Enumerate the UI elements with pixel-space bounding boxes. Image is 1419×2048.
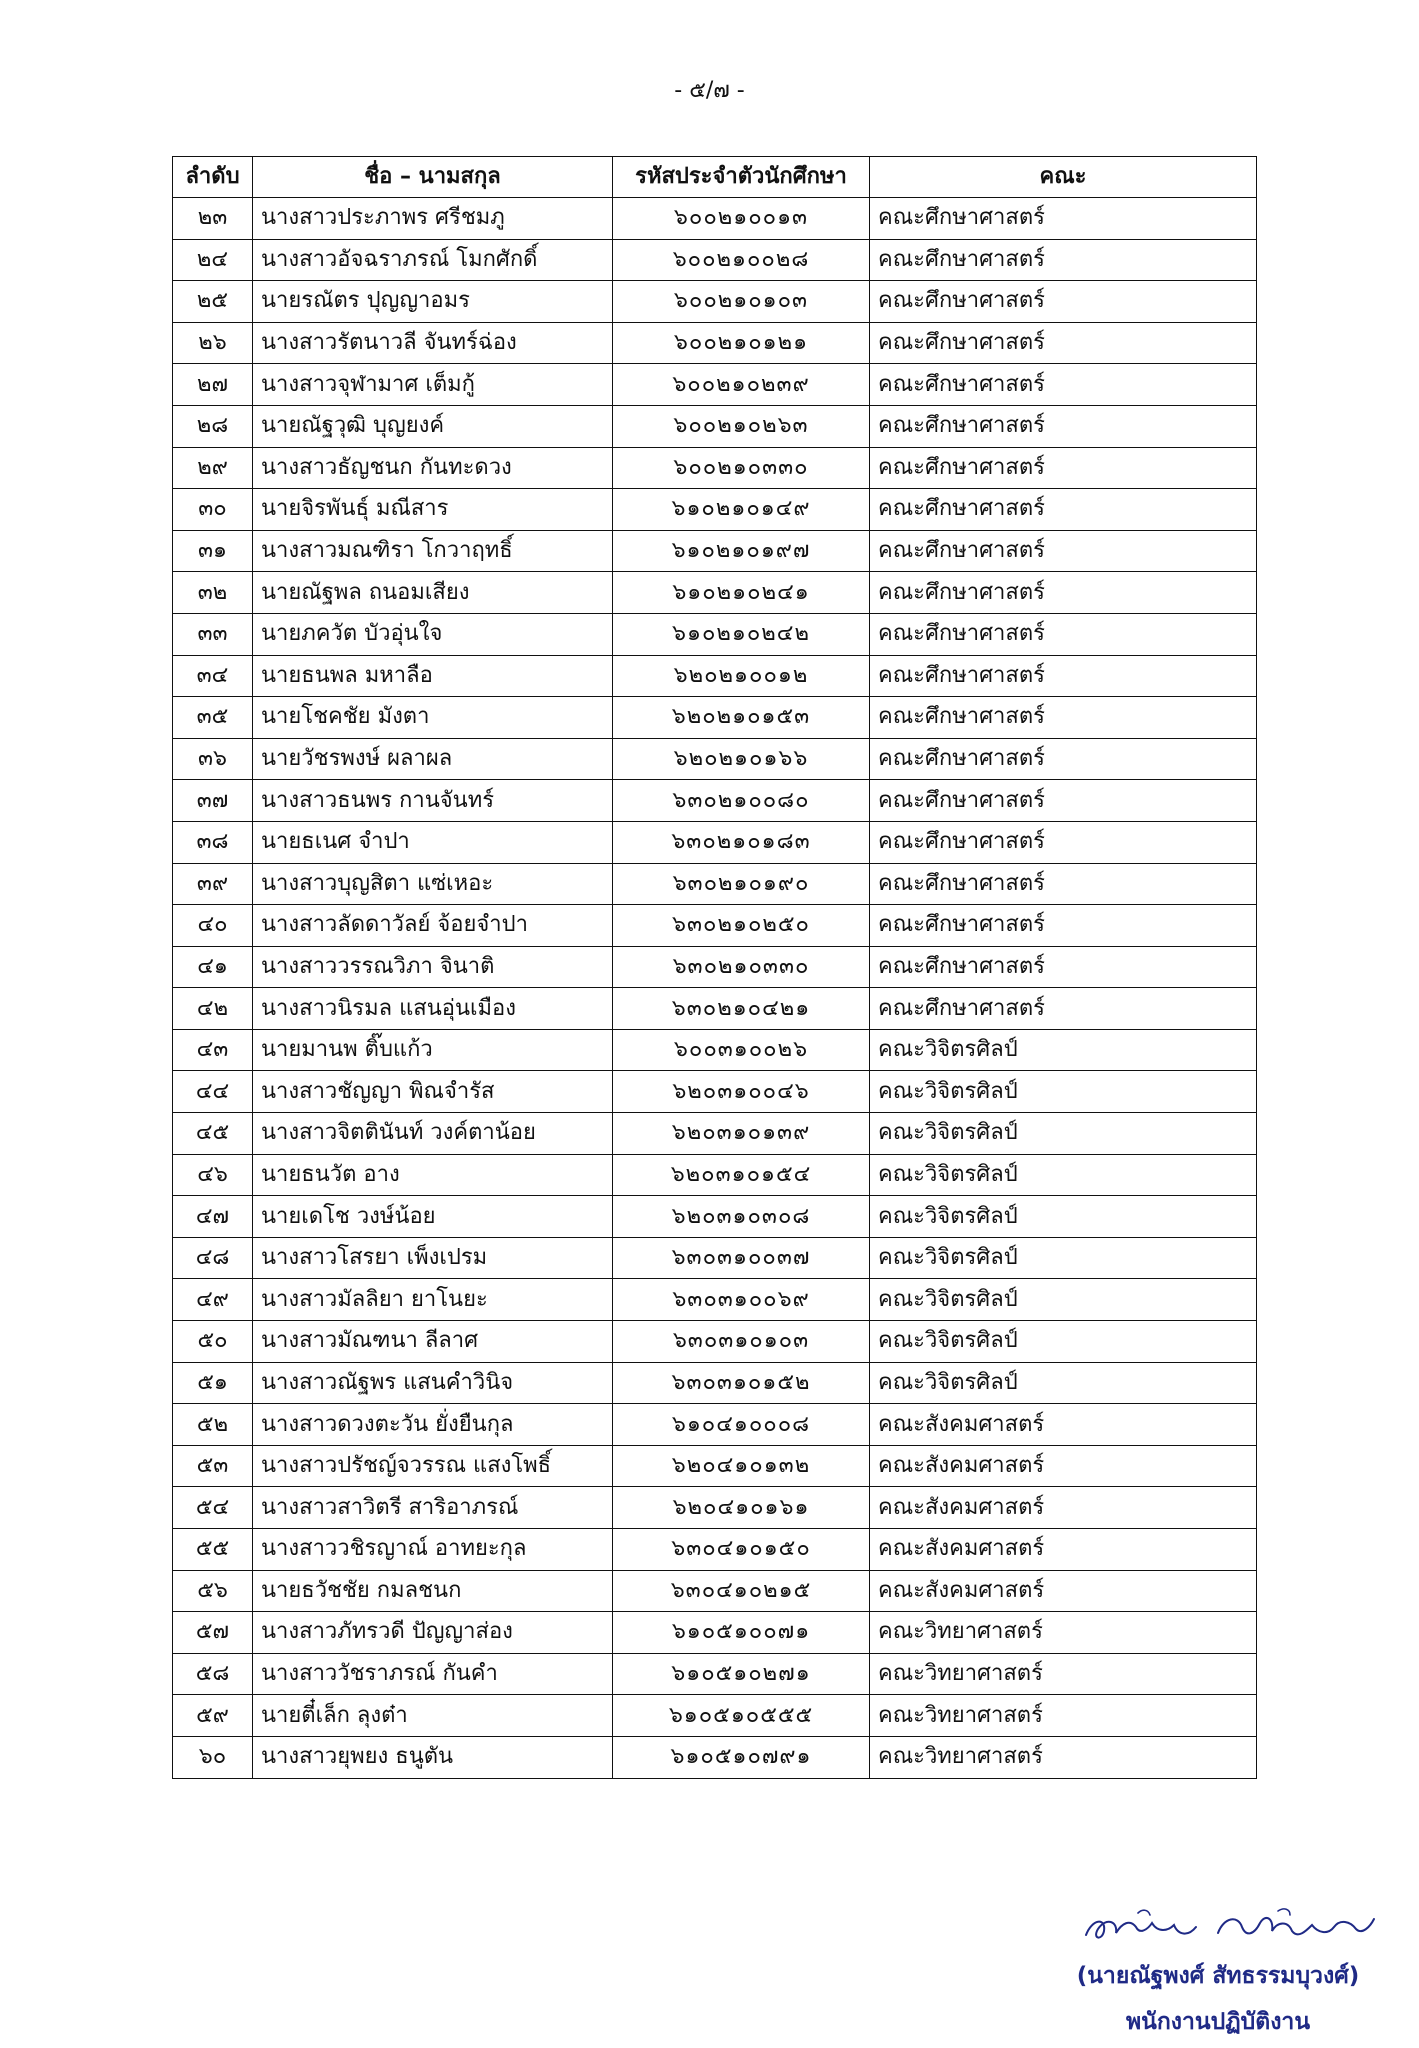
row-faculty: คณะวิจิตรศิลป์ bbox=[870, 1362, 1257, 1404]
row-order: ๔๖ bbox=[173, 1154, 253, 1196]
row-name: นายณัฐพล ถนอมเสียง bbox=[253, 572, 613, 614]
table-row bbox=[173, 1071, 1257, 1113]
row-student-id: ๖๐๐๒๑๐๑๒๑ bbox=[613, 322, 870, 364]
table-row bbox=[173, 530, 1257, 572]
row-order: ๔๑ bbox=[173, 946, 253, 988]
row-name: นายโชคชัย มังตา bbox=[253, 697, 613, 739]
row-order: ๕๓ bbox=[173, 1445, 253, 1487]
table-row bbox=[173, 198, 1257, 240]
row-faculty: คณะศึกษาศาสตร์ bbox=[870, 697, 1257, 739]
row-faculty: คณะศึกษาศาสตร์ bbox=[870, 780, 1257, 822]
table-row bbox=[173, 780, 1257, 822]
row-name: นางสาววัชราภรณ์ กันคำ bbox=[253, 1653, 613, 1695]
student-table bbox=[172, 156, 1257, 1779]
page-number: - ๕/๗ - bbox=[674, 78, 745, 103]
row-faculty: คณะสังคมศาสตร์ bbox=[870, 1570, 1257, 1612]
row-order: ๕๗ bbox=[173, 1612, 253, 1654]
table-header-row bbox=[173, 157, 1257, 198]
table-row bbox=[173, 364, 1257, 406]
row-student-id: ๖๒๐๓๑๐๓๐๘ bbox=[613, 1196, 870, 1238]
row-student-id: ๖๓๐๒๑๐๓๓๐ bbox=[613, 946, 870, 988]
row-student-id: ๖๑๐๒๑๐๒๔๒ bbox=[613, 613, 870, 655]
table-row bbox=[173, 863, 1257, 905]
row-faculty: คณะสังคมศาสตร์ bbox=[870, 1487, 1257, 1529]
row-name: นางสาวมัลลิยา ยาโนยะ bbox=[253, 1279, 613, 1321]
row-student-id: ๖๑๐๒๑๐๑๔๙ bbox=[613, 489, 870, 531]
table-row bbox=[173, 1404, 1257, 1446]
row-order: ๕๔ bbox=[173, 1487, 253, 1529]
row-student-id: ๖๐๐๒๑๐๐๑๓ bbox=[613, 198, 870, 240]
row-student-id: ๖๒๐๒๑๐๑๖๖ bbox=[613, 738, 870, 780]
row-name: นางสาวนิรมล แสนอุ่นเมือง bbox=[253, 988, 613, 1030]
row-name: นายณัฐวุฒิ บุญยงค์ bbox=[253, 405, 613, 447]
row-name: นางสาวธัญชนก กันทะดวง bbox=[253, 447, 613, 489]
row-name: นางสาวรัตนาวลี จันทร์ฉ่อง bbox=[253, 322, 613, 364]
row-name: นายจิรพันธุ์ มณีสาร bbox=[253, 489, 613, 531]
row-faculty: คณะศึกษาศาสตร์ bbox=[870, 905, 1257, 947]
row-order: ๔๗ bbox=[173, 1196, 253, 1238]
row-name: นางสาววชิรญาณ์ อาทยะกุล bbox=[253, 1529, 613, 1571]
row-faculty: คณะศึกษาศาสตร์ bbox=[870, 655, 1257, 697]
row-order: ๓๐ bbox=[173, 489, 253, 531]
row-student-id: ๖๒๐๔๑๐๑๓๒ bbox=[613, 1445, 870, 1487]
table-row bbox=[173, 1487, 1257, 1529]
row-name: นางสาวณัฐพร แสนคำวินิจ bbox=[253, 1362, 613, 1404]
row-faculty: คณะศึกษาศาสตร์ bbox=[870, 572, 1257, 614]
row-faculty: คณะศึกษาศาสตร์ bbox=[870, 821, 1257, 863]
row-student-id: ๖๒๐๓๑๐๑๕๔ bbox=[613, 1154, 870, 1196]
row-name: นางสาวภัทรวดี ปัญญาส่อง bbox=[253, 1612, 613, 1654]
row-faculty: คณะวิจิตรศิลป์ bbox=[870, 1321, 1257, 1363]
row-faculty: คณะศึกษาศาสตร์ bbox=[870, 405, 1257, 447]
row-student-id: ๖๐๐๒๑๐๒๓๙ bbox=[613, 364, 870, 406]
row-order: ๖๐ bbox=[173, 1736, 253, 1778]
table-row bbox=[173, 239, 1257, 281]
row-faculty: คณะศึกษาศาสตร์ bbox=[870, 489, 1257, 531]
row-name: นายวัชรพงษ์ ผลาผล bbox=[253, 738, 613, 780]
row-student-id: ๖๓๐๒๑๐๑๙๐ bbox=[613, 863, 870, 905]
row-name: นางสาวลัดดาวัลย์ จ้อยจำปา bbox=[253, 905, 613, 947]
table-row bbox=[173, 905, 1257, 947]
handwritten-signature bbox=[1078, 1905, 1378, 1949]
table-row bbox=[173, 447, 1257, 489]
row-faculty: คณะสังคมศาสตร์ bbox=[870, 1445, 1257, 1487]
row-student-id: ๖๒๐๔๑๐๑๖๑ bbox=[613, 1487, 870, 1529]
table-row bbox=[173, 1653, 1257, 1695]
table-row bbox=[173, 1196, 1257, 1238]
row-faculty: คณะวิจิตรศิลป์ bbox=[870, 1237, 1257, 1279]
row-student-id: ๖๐๐๓๑๐๐๒๖ bbox=[613, 1029, 870, 1071]
row-order: ๒๕ bbox=[173, 281, 253, 323]
row-order: ๓๓ bbox=[173, 613, 253, 655]
table-row bbox=[173, 988, 1257, 1030]
row-student-id: ๖๓๐๔๑๐๑๕๐ bbox=[613, 1529, 870, 1571]
row-order: ๔๙ bbox=[173, 1279, 253, 1321]
table-row bbox=[173, 1237, 1257, 1279]
table-row bbox=[173, 613, 1257, 655]
row-order: ๒๖ bbox=[173, 322, 253, 364]
row-student-id: ๖๐๐๒๑๐๐๒๘ bbox=[613, 239, 870, 281]
row-order: ๕๘ bbox=[173, 1653, 253, 1695]
row-name: นายภควัต บัวอุ่นใจ bbox=[253, 613, 613, 655]
row-faculty: คณะวิทยาศาสตร์ bbox=[870, 1653, 1257, 1695]
row-name: นางสาวปรัชญ์จวรรณ แสงโพธิ์ bbox=[253, 1445, 613, 1487]
row-student-id: ๖๓๐๒๑๐๑๘๓ bbox=[613, 821, 870, 863]
row-faculty: คณะวิทยาศาสตร์ bbox=[870, 1695, 1257, 1737]
row-order: ๔๒ bbox=[173, 988, 253, 1030]
row-name: นางสาวดวงตะวัน ยั่งยืนกุล bbox=[253, 1404, 613, 1446]
row-student-id: ๖๐๐๒๑๐๑๐๓ bbox=[613, 281, 870, 323]
row-name: นายรณัตร ปุญญาอมร bbox=[253, 281, 613, 323]
table-row bbox=[173, 946, 1257, 988]
row-faculty: คณะวิทยาศาสตร์ bbox=[870, 1612, 1257, 1654]
table-row bbox=[173, 821, 1257, 863]
row-faculty: คณะวิจิตรศิลป์ bbox=[870, 1154, 1257, 1196]
row-order: ๔๕ bbox=[173, 1113, 253, 1155]
row-student-id: ๖๒๐๓๑๐๑๓๙ bbox=[613, 1113, 870, 1155]
table-row bbox=[173, 1113, 1257, 1155]
row-faculty: คณะวิทยาศาสตร์ bbox=[870, 1736, 1257, 1778]
table-row bbox=[173, 1570, 1257, 1612]
row-faculty: คณะศึกษาศาสตร์ bbox=[870, 613, 1257, 655]
header-student-id: รหัสประจำตัวนักศึกษา bbox=[613, 157, 870, 198]
row-student-id: ๖๒๐๓๑๐๐๔๖ bbox=[613, 1071, 870, 1113]
header-order: ลำดับ bbox=[173, 157, 253, 198]
table-row bbox=[173, 1695, 1257, 1737]
row-student-id: ๖๓๐๒๑๐๒๕๐ bbox=[613, 905, 870, 947]
table-row bbox=[173, 655, 1257, 697]
row-faculty: คณะวิจิตรศิลป์ bbox=[870, 1196, 1257, 1238]
row-order: ๓๒ bbox=[173, 572, 253, 614]
header-name: ชื่อ – นามสกุล bbox=[253, 157, 613, 198]
row-order: ๔๓ bbox=[173, 1029, 253, 1071]
row-student-id: ๖๑๐๕๑๐๐๗๑ bbox=[613, 1612, 870, 1654]
row-student-id: ๖๒๐๒๑๐๑๕๓ bbox=[613, 697, 870, 739]
row-order: ๓๖ bbox=[173, 738, 253, 780]
row-name: นายธเนศ จำปา bbox=[253, 821, 613, 863]
row-name: นายธนวัต อาง bbox=[253, 1154, 613, 1196]
row-student-id: ๖๓๐๒๑๐๐๘๐ bbox=[613, 780, 870, 822]
row-name: นางสาวชัญญา พิณจำรัส bbox=[253, 1071, 613, 1113]
header-faculty: คณะ bbox=[870, 157, 1257, 198]
row-order: ๕๙ bbox=[173, 1695, 253, 1737]
row-faculty: คณะศึกษาศาสตร์ bbox=[870, 447, 1257, 489]
table-row bbox=[173, 697, 1257, 739]
row-student-id: ๖๐๐๒๑๐๒๖๓ bbox=[613, 405, 870, 447]
row-order: ๔๔ bbox=[173, 1071, 253, 1113]
row-faculty: คณะศึกษาศาสตร์ bbox=[870, 198, 1257, 240]
row-student-id: ๖๓๐๓๑๐๐๓๗ bbox=[613, 1237, 870, 1279]
row-student-id: ๖๓๐๓๑๐๑๐๓ bbox=[613, 1321, 870, 1363]
row-faculty: คณะวิจิตรศิลป์ bbox=[870, 1113, 1257, 1155]
row-faculty: คณะวิจิตรศิลป์ bbox=[870, 1279, 1257, 1321]
row-faculty: คณะวิจิตรศิลป์ bbox=[870, 1071, 1257, 1113]
row-faculty: คณะสังคมศาสตร์ bbox=[870, 1529, 1257, 1571]
table-row bbox=[173, 1029, 1257, 1071]
row-name: นางสาวยุพยง ธนูตัน bbox=[253, 1736, 613, 1778]
row-order: ๒๔ bbox=[173, 239, 253, 281]
table-row bbox=[173, 1279, 1257, 1321]
row-student-id: ๖๐๐๒๑๐๓๓๐ bbox=[613, 447, 870, 489]
row-student-id: ๖๑๐๒๑๐๑๙๗ bbox=[613, 530, 870, 572]
row-faculty: คณะวิจิตรศิลป์ bbox=[870, 1029, 1257, 1071]
row-order: ๓๕ bbox=[173, 697, 253, 739]
table-row bbox=[173, 1445, 1257, 1487]
row-faculty: คณะศึกษาศาสตร์ bbox=[870, 946, 1257, 988]
row-name: นางสาวธนพร กานจันทร์ bbox=[253, 780, 613, 822]
row-student-id: ๖๑๐๔๑๐๐๐๘ bbox=[613, 1404, 870, 1446]
row-name: นางสาววรรณวิภา จินาติ bbox=[253, 946, 613, 988]
row-faculty: คณะศึกษาศาสตร์ bbox=[870, 738, 1257, 780]
row-order: ๓๘ bbox=[173, 821, 253, 863]
table-row bbox=[173, 1362, 1257, 1404]
row-order: ๔๘ bbox=[173, 1237, 253, 1279]
row-order: ๒๓ bbox=[173, 198, 253, 240]
row-name: นางสาวมัณฑนา ลีลาศ bbox=[253, 1321, 613, 1363]
row-name: นางสาวบุญสิตา แซ่เหอะ bbox=[253, 863, 613, 905]
row-faculty: คณะศึกษาศาสตร์ bbox=[870, 863, 1257, 905]
table-row bbox=[173, 1736, 1257, 1778]
row-order: ๓๑ bbox=[173, 530, 253, 572]
row-order: ๔๐ bbox=[173, 905, 253, 947]
row-name: นางสาวประภาพร ศรีชมภู bbox=[253, 198, 613, 240]
row-name: นางสาวอัจฉราภรณ์ โมกศักดิ์ bbox=[253, 239, 613, 281]
table-row bbox=[173, 738, 1257, 780]
row-student-id: ๖๑๐๕๑๐๒๗๑ bbox=[613, 1653, 870, 1695]
row-name: นายธวัชชัย กมลชนก bbox=[253, 1570, 613, 1612]
row-order: ๓๙ bbox=[173, 863, 253, 905]
row-name: นางสาวโสรยา เพ็งเปรม bbox=[253, 1237, 613, 1279]
row-faculty: คณะศึกษาศาสตร์ bbox=[870, 530, 1257, 572]
table-row bbox=[173, 572, 1257, 614]
row-student-id: ๖๒๐๒๑๐๐๑๒ bbox=[613, 655, 870, 697]
row-order: ๕๐ bbox=[173, 1321, 253, 1363]
row-name: นางสาวจุฬามาศ เต็มกู้ bbox=[253, 364, 613, 406]
row-name: นางสาวมณฑิรา โกวาฤทธิ์ bbox=[253, 530, 613, 572]
row-order: ๕๕ bbox=[173, 1529, 253, 1571]
table-body bbox=[173, 198, 1257, 1779]
row-order: ๒๙ bbox=[173, 447, 253, 489]
row-name: นายตี๋เล็ก ลุงต๋า bbox=[253, 1695, 613, 1737]
row-order: ๕๖ bbox=[173, 1570, 253, 1612]
row-order: ๓๗ bbox=[173, 780, 253, 822]
row-name: นายเดโช วงษ์น้อย bbox=[253, 1196, 613, 1238]
row-student-id: ๖๑๐๕๑๐๕๕๕ bbox=[613, 1695, 870, 1737]
row-name: นางสาวจิตตินันท์ วงค์ตาน้อย bbox=[253, 1113, 613, 1155]
row-faculty: คณะสังคมศาสตร์ bbox=[870, 1404, 1257, 1446]
row-faculty: คณะศึกษาศาสตร์ bbox=[870, 988, 1257, 1030]
row-faculty: คณะศึกษาศาสตร์ bbox=[870, 322, 1257, 364]
signatory-name: (นายณัฐพงศ์ สัทธรรมบุวงศ์) bbox=[1076, 1963, 1360, 1989]
table-row bbox=[173, 489, 1257, 531]
row-faculty: คณะศึกษาศาสตร์ bbox=[870, 364, 1257, 406]
table-row bbox=[173, 322, 1257, 364]
table-row bbox=[173, 1529, 1257, 1571]
row-name: นายธนพล มหาลือ bbox=[253, 655, 613, 697]
table-row bbox=[173, 405, 1257, 447]
signatory-position: พนักงานปฏิบัติงาน bbox=[1125, 2009, 1311, 2035]
row-faculty: คณะศึกษาศาสตร์ bbox=[870, 281, 1257, 323]
row-name: นางสาวสาวิตรี สาริอาภรณ์ bbox=[253, 1487, 613, 1529]
row-order: ๕๑ bbox=[173, 1362, 253, 1404]
row-order: ๒๗ bbox=[173, 364, 253, 406]
row-student-id: ๖๓๐๓๑๐๐๖๙ bbox=[613, 1279, 870, 1321]
row-name: นายมานพ ติ๊บแก้ว bbox=[253, 1029, 613, 1071]
row-order: ๓๔ bbox=[173, 655, 253, 697]
row-faculty: คณะศึกษาศาสตร์ bbox=[870, 239, 1257, 281]
table-row bbox=[173, 281, 1257, 323]
row-student-id: ๖๓๐๒๑๐๔๒๑ bbox=[613, 988, 870, 1030]
row-student-id: ๖๓๐๔๑๐๒๑๕ bbox=[613, 1570, 870, 1612]
row-student-id: ๖๑๐๒๑๐๒๔๑ bbox=[613, 572, 870, 614]
table-row bbox=[173, 1321, 1257, 1363]
table-row bbox=[173, 1154, 1257, 1196]
row-student-id: ๖๓๐๓๑๐๑๕๒ bbox=[613, 1362, 870, 1404]
row-student-id: ๖๑๐๕๑๐๗๙๑ bbox=[613, 1736, 870, 1778]
row-order: ๕๒ bbox=[173, 1404, 253, 1446]
row-order: ๒๘ bbox=[173, 405, 253, 447]
table-row bbox=[173, 1612, 1257, 1654]
